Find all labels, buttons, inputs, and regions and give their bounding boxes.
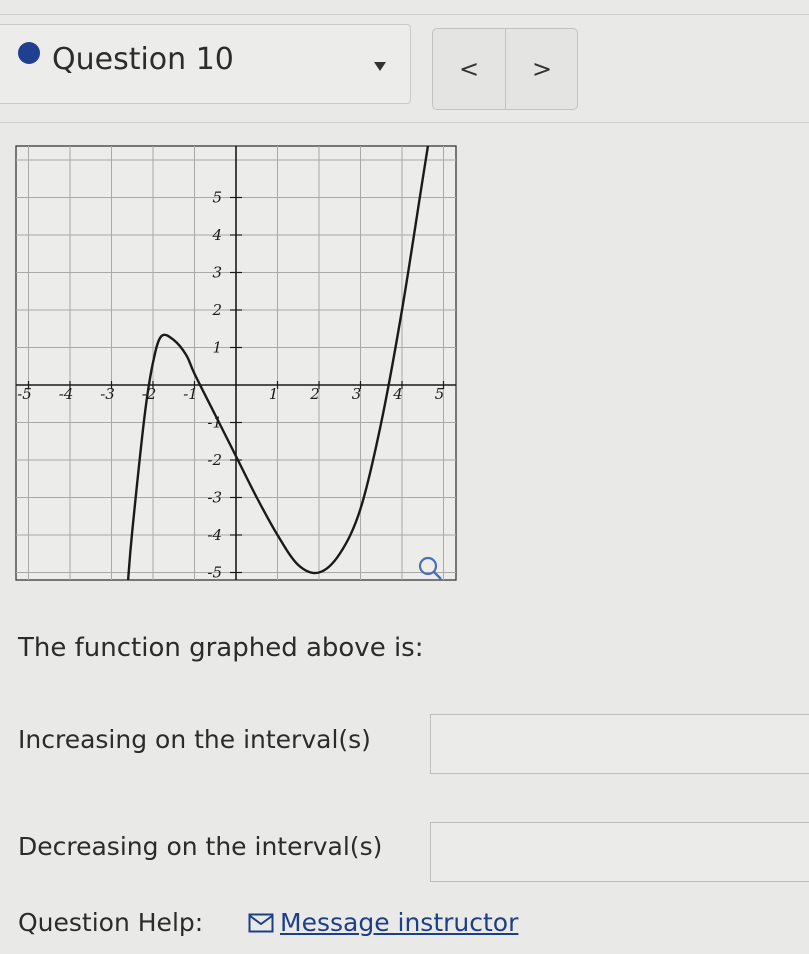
question-status-dot — [18, 42, 40, 64]
question-prompt: The function graphed above is: — [18, 633, 424, 663]
message-instructor-link[interactable] — [248, 908, 518, 937]
y-tick-label: 2 — [212, 301, 222, 319]
message-instructor-text[interactable]: Message instructor — [280, 908, 519, 937]
x-tick-label: 4 — [393, 385, 403, 403]
x-tick-label: -1 — [183, 385, 198, 403]
increasing-label: Increasing on the interval(s) — [18, 725, 371, 754]
mail-icon — [248, 913, 274, 933]
question-nav — [432, 28, 578, 110]
x-tick-label: -5 — [17, 385, 32, 403]
decreasing-input[interactable] — [430, 822, 809, 882]
chevron-down-icon[interactable] — [374, 62, 386, 71]
y-tick-label: -5 — [207, 563, 222, 582]
y-tick-label: 1 — [212, 338, 222, 357]
x-tick-label: 3 — [351, 385, 362, 403]
x-tick-label: 5 — [434, 385, 445, 403]
y-tick-label: 3 — [212, 263, 222, 282]
previous-question-button[interactable]: < — [433, 29, 506, 109]
y-tick-label: -4 — [207, 526, 222, 544]
question-help-label: Question Help: — [18, 908, 204, 937]
x-tick-label: -2 — [141, 385, 157, 403]
decreasing-label: Decreasing on the interval(s) — [18, 832, 383, 861]
y-tick-label: -2 — [207, 451, 222, 469]
function-graph — [0, 138, 470, 588]
increasing-input[interactable] — [430, 714, 809, 774]
y-tick-label: -1 — [207, 413, 222, 432]
y-tick-label: 4 — [212, 226, 222, 244]
y-tick-label: -3 — [207, 488, 222, 507]
next-question-button[interactable]: > — [531, 55, 553, 83]
x-tick-label: -4 — [58, 385, 74, 403]
top-border — [0, 14, 809, 15]
y-tick-label: 5 — [212, 188, 222, 207]
x-tick-label: -3 — [100, 385, 115, 403]
header-divider — [0, 122, 809, 123]
x-tick-label: 2 — [310, 385, 320, 403]
x-tick-label: 1 — [268, 385, 279, 403]
question-title: Question 10 — [52, 42, 234, 77]
